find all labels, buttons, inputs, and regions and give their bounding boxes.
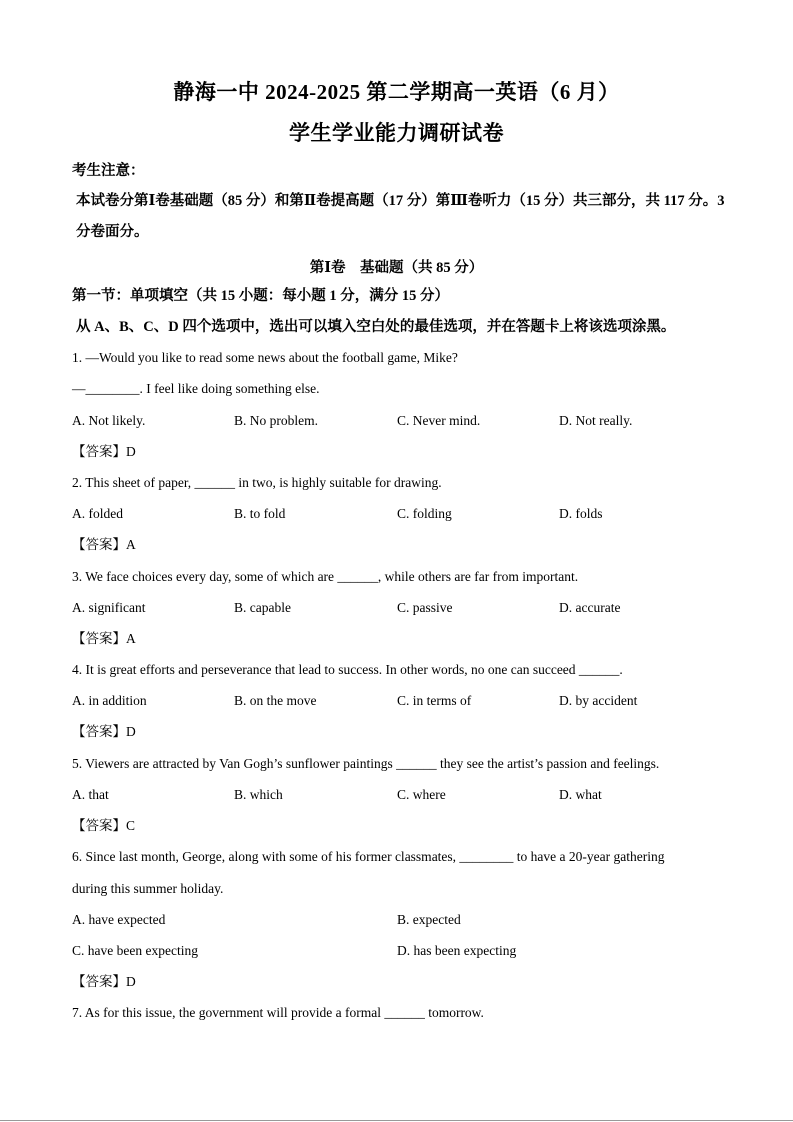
question-1-stem: 1. —Would you like to read some news about the football game, Mike? bbox=[72, 350, 458, 365]
question-1-stem-cont: —________. I feel like doing something else. bbox=[72, 381, 320, 396]
question-5-option-a: A. that bbox=[72, 787, 109, 802]
question-2-option-b: B. to fold bbox=[234, 506, 286, 521]
question-2-stem: 2. This sheet of paper, ______ in two, is highly suitable for drawing. bbox=[72, 475, 442, 490]
exam-title: 静海一中 2024-2025 第二学期高一英语（6 月） bbox=[173, 80, 620, 104]
question-3-stem: 3. We face choices every day, some of which are ______, while others are far from important. bbox=[72, 569, 579, 584]
question-1-option-b: B. No problem. bbox=[234, 413, 318, 428]
subsection-title: 第一节：单项填空（共 15 小题：每小题 1 分，满分 15 分） bbox=[72, 288, 449, 304]
question-3-option-a: A. significant bbox=[72, 600, 146, 615]
question-2-option-a: A. folded bbox=[72, 506, 123, 521]
question-4-answer: 【答案】D bbox=[72, 724, 136, 739]
question-6-answer: 【答案】D bbox=[72, 974, 136, 989]
question-5-option-d: D. what bbox=[559, 787, 602, 802]
question-6-stem: 6. Since last month, George, along with some of his former classmates, ________ to have a 20-year gathering bbox=[72, 849, 665, 864]
question-2-answer: 【答案】A bbox=[72, 537, 136, 552]
question-2-option-c: C. folding bbox=[397, 506, 452, 521]
question-7-stem: 7. As for this issue, the government will provide a formal ______ tomorrow. bbox=[72, 1005, 484, 1020]
page-bottom-rule bbox=[0, 1120, 793, 1121]
instruction: 从 A、B、C、D 四个选项中，选出可以填入空白处的最佳选项，并在答题卡上将该选项涂黑。 bbox=[76, 319, 676, 335]
question-1-option-d: D. Not really. bbox=[559, 413, 633, 428]
question-2-option-d: D. folds bbox=[559, 506, 603, 521]
question-5-option-c: C. where bbox=[397, 787, 446, 802]
exam-subtitle: 学生学业能力调研试卷 bbox=[289, 121, 504, 145]
notice-text: 本试卷分第Ⅰ卷基础题（85 分）和第Ⅱ卷提高题（17 分）第Ⅲ卷听力（15 分）共三部分，共 117 分。3 分卷面分。 bbox=[76, 193, 725, 240]
question-6-option-b: B. expected bbox=[397, 912, 461, 927]
question-6-stem-cont: during this summer holiday. bbox=[72, 881, 224, 896]
question-5-answer: 【答案】C bbox=[72, 818, 136, 833]
question-1-option-c: C. Never mind. bbox=[397, 413, 481, 428]
question-4-option-a: A. in addition bbox=[72, 693, 147, 708]
question-3-option-c: C. passive bbox=[397, 600, 453, 615]
question-4-stem: 4. It is great efforts and perseverance that lead to success. In other words, no one can succeed ______. bbox=[72, 662, 623, 677]
question-4-option-d: D. by accident bbox=[559, 693, 638, 708]
question-6-option-c: C. have been expecting bbox=[72, 943, 198, 958]
part-title: 第Ⅰ卷 基础题（共 85 分） bbox=[309, 260, 484, 276]
question-4-option-b: B. on the move bbox=[234, 693, 317, 708]
question-3-answer: 【答案】A bbox=[72, 631, 136, 646]
question-6-option-a: A. have expected bbox=[72, 912, 166, 927]
notice-heading: 考生注意： bbox=[72, 163, 145, 179]
question-3-option-d: D. accurate bbox=[559, 600, 621, 615]
question-4-option-c: C. in terms of bbox=[397, 693, 472, 708]
question-5-stem: 5. Viewers are attracted by Van Gogh’s sunflower paintings ______ they see the artist’s passion and feelings. bbox=[72, 756, 660, 771]
question-1-answer: 【答案】D bbox=[72, 444, 136, 459]
question-6-option-d: D. has been expecting bbox=[397, 943, 517, 958]
question-1-option-a: A. Not likely. bbox=[72, 413, 146, 428]
question-5-option-b: B. which bbox=[234, 787, 283, 802]
question-3-option-b: B. capable bbox=[234, 600, 291, 615]
